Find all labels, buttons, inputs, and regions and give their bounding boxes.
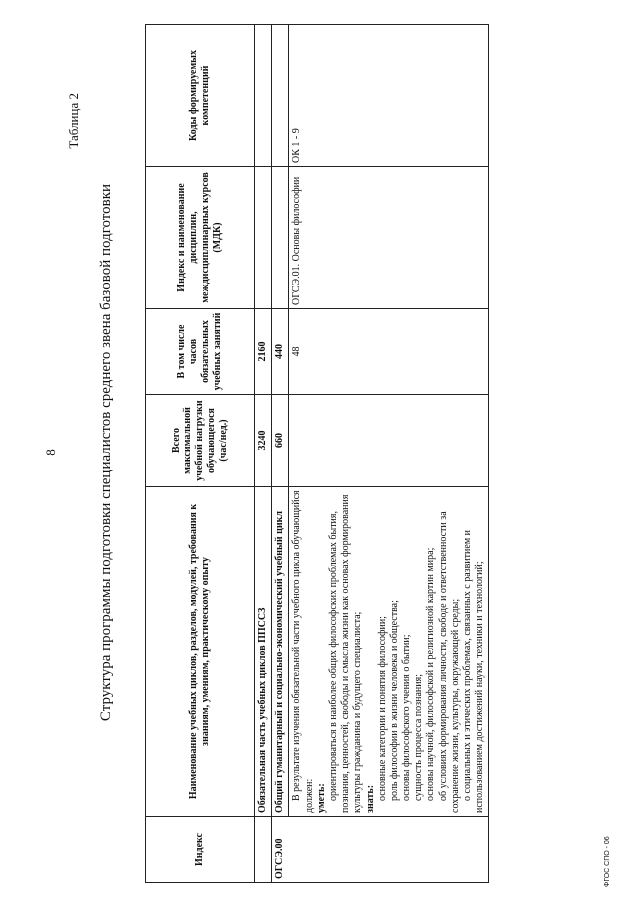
column-header-index: Индекс — [146, 817, 255, 883]
footer-code: ФГОС СПО - 06 — [604, 836, 611, 887]
cell-total — [289, 395, 489, 487]
cell-name: Обязательная часть учебных циклов ППССЗ — [255, 487, 272, 817]
document-title: Структура программы подготовки специалистов среднего звена базовой подготовки — [98, 183, 114, 722]
requirements-intro: В результате изучения обязательной части учебного цикла обучающийся должен: — [291, 490, 315, 813]
knowledge-item: сущность процесса познания; — [413, 674, 425, 801]
skill-item: ориентироваться в наиболее общих философских проблемах бытия, познания, ценностей, свободы и смысла жизни как основах формирования культуры гражданина и будущего специалиста; — [327, 494, 364, 813]
page-number: 8 — [43, 449, 58, 456]
cell-competencies — [255, 25, 272, 167]
table-row-mandatory-part — [255, 25, 272, 883]
knowledge-label: знать: — [364, 784, 376, 813]
knowledge-item: роль философии в жизни человека и общества; — [388, 600, 400, 801]
column-header-competencies: Коды формируемых компетенций — [146, 25, 255, 167]
column-header-total-load: Всего максимальной учебной нагрузки обучающегося (час/нед.) — [146, 395, 255, 487]
cell-total: 660 — [272, 395, 289, 487]
table-row-ogse — [272, 25, 289, 883]
cell-competencies: ОК 1 - 9 — [289, 25, 489, 167]
program-structure-table — [145, 24, 489, 883]
cell-name: Общий гуманитарный и социально-экономический учебный цикл — [272, 487, 289, 817]
cell-discipline — [255, 167, 272, 309]
knowledge-item: об условиях формирования личности, свободе и ответственности за сохранение жизни, культуры, окружающей среды; — [437, 511, 461, 813]
knowledge-item: основы философского учения о бытии; — [401, 634, 413, 801]
cell-index: ОГСЭ.00 — [272, 817, 489, 883]
cell-discipline — [272, 167, 289, 309]
cell-discipline: ОГСЭ.01. Основы философии — [289, 167, 489, 309]
knowledge-item: о социальных и этических проблемах, связанных с развитием и использованием достижений науки, техники и технологий; — [462, 529, 486, 813]
table-header-row — [146, 25, 255, 883]
cell-classroom: 440 — [272, 309, 289, 395]
column-header-discipline: Индекс и наименование дисциплин, междисциплинарных курсов (МДК) — [146, 167, 255, 309]
knowledge-item: основы научной, философской и религиозной картин мира; — [425, 547, 437, 801]
column-header-classroom-hours: В том числе часов обязательных учебных занятий — [146, 309, 255, 395]
cell-classroom: 2160 — [255, 309, 272, 395]
skills-label: уметь: — [315, 783, 327, 813]
table-row-philosophy — [289, 25, 489, 883]
cell-competencies — [272, 25, 289, 167]
column-header-name: Наименование учебных циклов, разделов, модулей, требования к знаниям, умениям, практическому опыту — [146, 487, 255, 817]
cell-classroom: 48 — [289, 309, 489, 395]
cell-index — [255, 817, 272, 883]
table-label: Таблица 2 — [66, 93, 81, 149]
knowledge-item: основные категории и понятия философии; — [376, 616, 388, 801]
cell-total: 3240 — [255, 395, 272, 487]
cell-requirements — [289, 487, 489, 817]
